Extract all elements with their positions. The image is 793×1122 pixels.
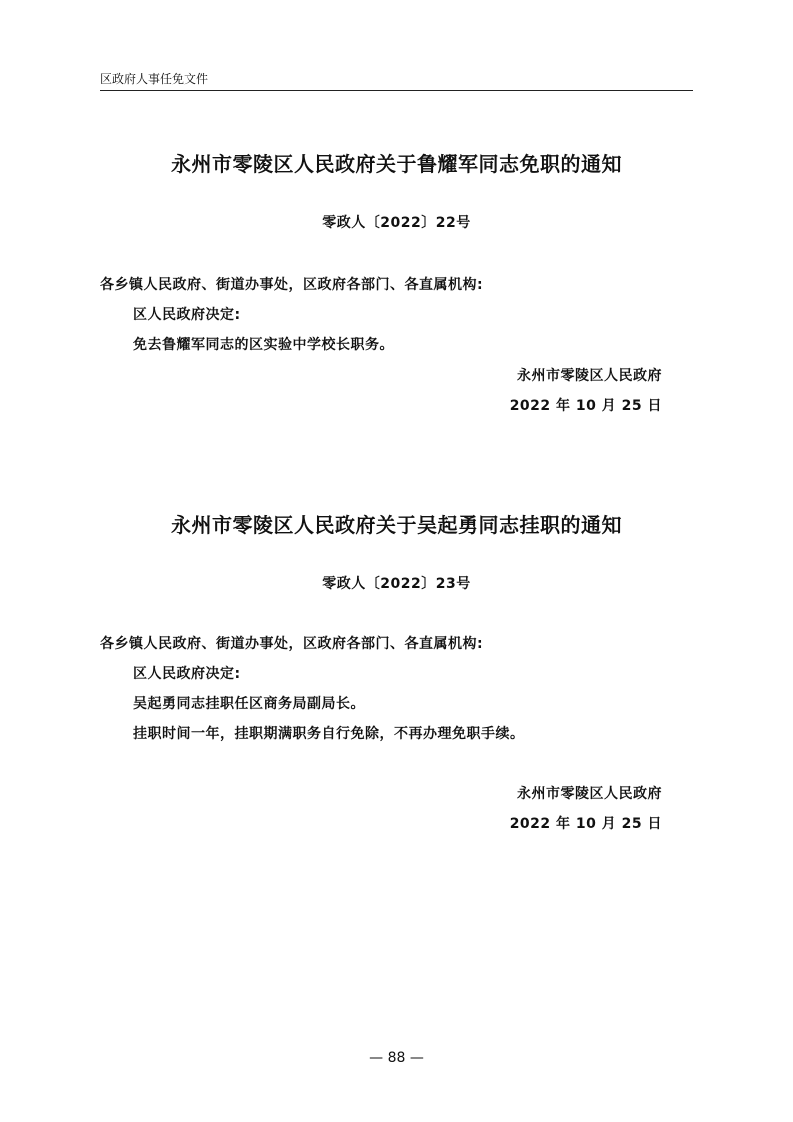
paragraph: 免去鲁耀军同志的区实验中学校长职务。 [133,337,394,353]
notice-title: 永州市零陵区人民政府关于吴起勇同志挂职的通知 [171,513,622,537]
issuer-signature: 永州市零陵区人民政府 [517,368,662,384]
document-number: 零政人〔2022〕22号 [322,215,471,231]
page-number: — 88 — [369,1050,424,1066]
paragraph: 区人民政府决定: [133,666,241,682]
running-header: 区政府人事任免文件 [100,70,693,91]
paragraph: 区人民政府决定: [133,307,241,323]
addressee-line: 各乡镇人民政府、街道办事处，区政府各部门、各直属机构: [100,636,484,652]
paragraph: 吴起勇同志挂职任区商务局副局长。 [133,696,365,712]
issue-date: 2022 年 10 月 25 日 [509,398,662,414]
issue-date: 2022 年 10 月 25 日 [509,816,662,832]
issuer-signature: 永州市零陵区人民政府 [517,786,662,802]
addressee-line: 各乡镇人民政府、街道办事处，区政府各部门、各直属机构: [100,277,484,293]
notice-title: 永州市零陵区人民政府关于鲁耀军同志免职的通知 [171,152,622,176]
paragraph: 挂职时间一年，挂职期满职务自行免除，不再办理免职手续。 [133,726,525,742]
document-number: 零政人〔2022〕23号 [322,576,471,592]
